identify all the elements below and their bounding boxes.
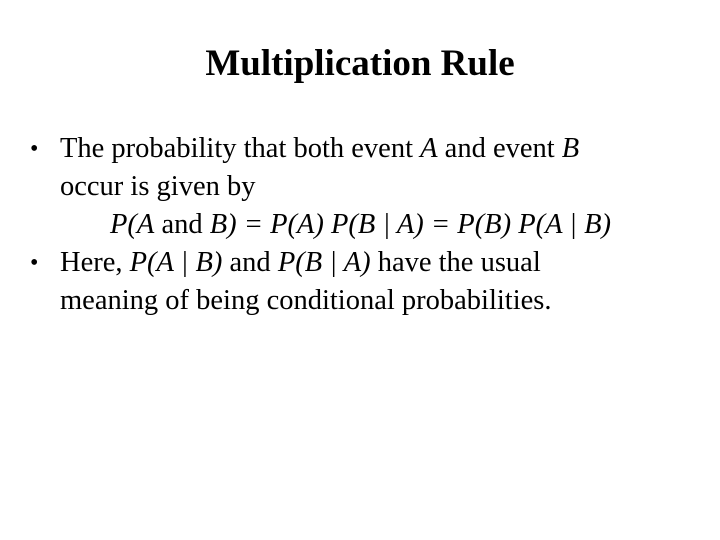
bullet-2-here: Here, bbox=[60, 247, 130, 278]
bullet-1-text-part-2: and event bbox=[437, 133, 562, 164]
formula-part-2: B) = P(A) P(B | A) = P(B) P(A | B) bbox=[209, 209, 611, 240]
bullet-item-probability-definition bbox=[30, 130, 690, 244]
bullet-2-and-word: and bbox=[222, 247, 278, 278]
event-a-label: A bbox=[420, 133, 438, 164]
bullet-2-line-2: meaning of being conditional probabilities. bbox=[60, 285, 552, 316]
bullet-icon: • bbox=[30, 250, 39, 276]
bullet-item-conditional-meaning bbox=[30, 244, 690, 320]
formula-and-word: and bbox=[154, 209, 210, 240]
p-b-given-a: P(B | A) bbox=[277, 247, 371, 278]
bullet-1-text-part-1: The probability that both event bbox=[60, 133, 421, 164]
event-b-label: B bbox=[561, 133, 580, 164]
p-a-given-b: P(A | B) bbox=[129, 247, 223, 278]
bullet-2-part-end: have the usual bbox=[370, 247, 541, 278]
slide-title: Multiplication Rule bbox=[205, 43, 515, 84]
bullet-1-line-2: occur is given by bbox=[60, 171, 256, 202]
bullet-1-line-1 bbox=[60, 130, 690, 168]
bullet-2-line-1 bbox=[60, 244, 690, 282]
formula-part-1: P(A bbox=[110, 209, 155, 240]
bullet-list bbox=[30, 130, 690, 320]
multiplication-formula bbox=[60, 206, 690, 244]
bullet-icon: • bbox=[30, 136, 39, 162]
